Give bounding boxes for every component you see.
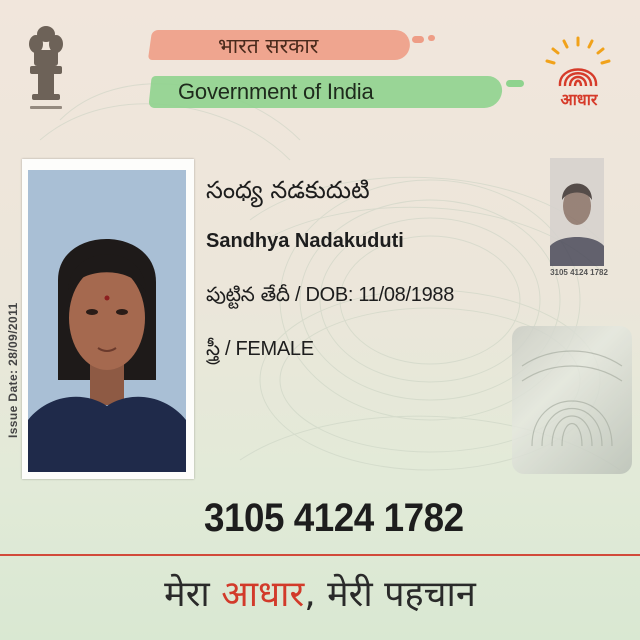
issue-date: Issue Date: 28/09/2011	[6, 302, 20, 438]
saffron-band-dash	[412, 36, 424, 43]
aadhaar-logo-text: आधार	[560, 90, 598, 109]
slogan-part-1: मेरा	[164, 574, 222, 615]
government-title-english: Government of India	[178, 79, 374, 104]
ghost-portrait	[550, 158, 604, 266]
security-hologram	[512, 326, 632, 474]
aadhaar-number: 3105 4124 1782	[204, 496, 464, 540]
dob-value: 11/08/1988	[358, 284, 455, 306]
holder-name-telugu: సంధ్య నడకుదుటి	[206, 176, 370, 204]
saffron-band-dot	[428, 35, 435, 41]
ghost-photo	[550, 158, 604, 266]
dob-label-english: / DOB:	[294, 284, 359, 306]
slogan-part-2: , मेरी पहचान	[304, 574, 476, 615]
date-of-birth	[206, 282, 454, 311]
gender-label-telugu: స్త్రీ	[206, 336, 220, 360]
divider-line	[0, 554, 640, 556]
dob-label-telugu: పుట్టిన తేదీ	[206, 282, 290, 306]
slogan-highlight: आधार	[221, 574, 305, 615]
government-title-hindi: भारत सरकार	[218, 34, 319, 58]
aadhaar-logo-icon	[544, 36, 612, 92]
gender	[206, 336, 314, 365]
holder-photo	[28, 170, 186, 472]
green-band-dash	[506, 80, 524, 87]
portrait-illustration	[28, 170, 186, 472]
national-emblem-icon	[24, 24, 68, 116]
holder-name-english: Sandhya Nadakuduti	[206, 230, 404, 252]
ghost-photo-number: 3105 4124 1782	[550, 268, 608, 277]
gender-value: / FEMALE	[219, 338, 314, 360]
hologram-pattern	[512, 326, 632, 474]
footer-slogan	[0, 568, 640, 617]
